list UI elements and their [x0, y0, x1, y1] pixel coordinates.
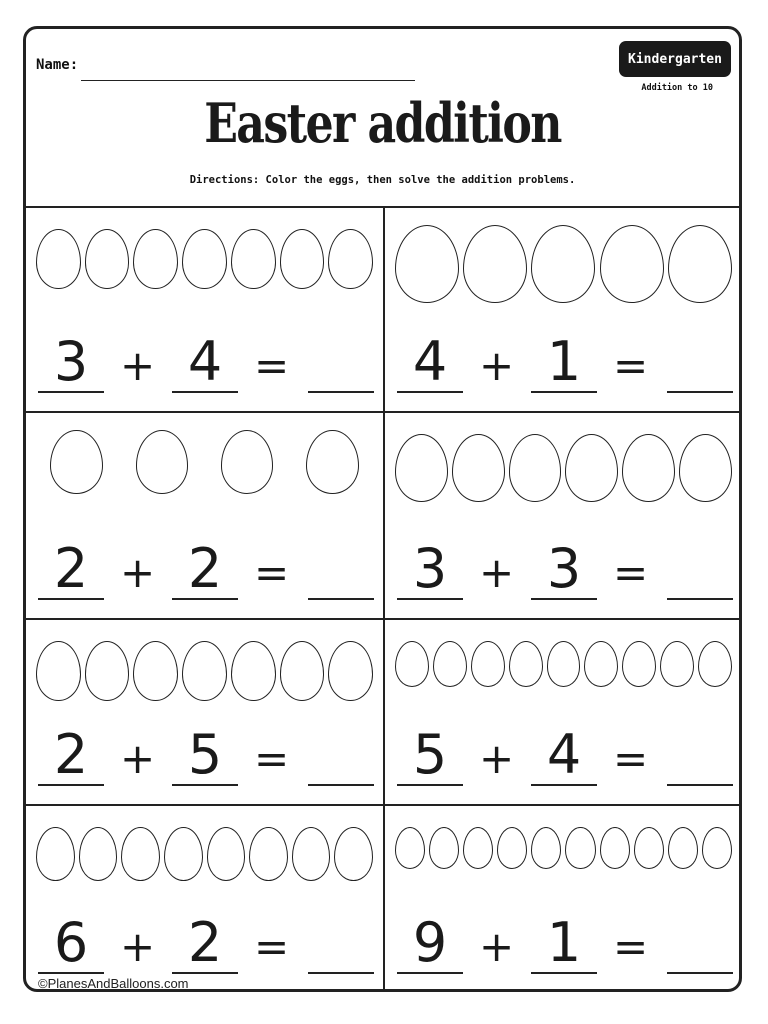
egg-icon[interactable]: [622, 641, 656, 687]
egg-icon[interactable]: [668, 827, 698, 869]
problem-cell: [26, 206, 383, 411]
addend-a: 9: [412, 911, 448, 974]
addition-equation: [385, 536, 742, 606]
addend-a: 2: [53, 723, 89, 786]
addition-equation: [26, 722, 383, 792]
egg-icon[interactable]: [395, 225, 459, 303]
problem-cell: [385, 411, 742, 618]
egg-icon[interactable]: [622, 434, 675, 502]
egg-icon[interactable]: [433, 641, 467, 687]
addend-a-line: [397, 784, 463, 786]
addend-a: 6: [53, 911, 89, 974]
answer-blank[interactable]: [667, 972, 733, 974]
problem-cell: [385, 206, 742, 411]
egg-icon[interactable]: [36, 641, 81, 701]
addition-equation: [26, 910, 383, 980]
addend-a: 4: [412, 330, 448, 393]
egg-icon[interactable]: [660, 641, 694, 687]
addend-b: 2: [187, 537, 223, 600]
equals-sign: =: [254, 548, 290, 597]
egg-icon[interactable]: [133, 229, 178, 289]
addition-equation: [385, 329, 742, 399]
answer-blank[interactable]: [308, 972, 374, 974]
egg-icon[interactable]: [463, 225, 527, 303]
addend-a: 2: [53, 537, 89, 600]
egg-icon[interactable]: [328, 229, 373, 289]
egg-icon[interactable]: [565, 434, 618, 502]
addend-a-line: [38, 784, 104, 786]
problem-grid: [26, 206, 739, 992]
problem-cell: [26, 618, 383, 804]
egg-icon[interactable]: [497, 827, 527, 869]
plus-sign: +: [479, 548, 515, 597]
egg-icon[interactable]: [306, 430, 358, 494]
directions-text: Directions: Color the eggs, then solve the addition problems.: [189, 174, 576, 186]
egg-icon[interactable]: [463, 827, 493, 869]
egg-icon[interactable]: [133, 641, 178, 701]
egg-icon[interactable]: [292, 827, 331, 881]
answer-blank[interactable]: [667, 784, 733, 786]
plus-sign: +: [120, 734, 156, 783]
egg-row: [393, 824, 734, 872]
name-line: [81, 80, 415, 81]
egg-icon[interactable]: [207, 827, 246, 881]
equals-sign: =: [613, 548, 649, 597]
equals-sign: =: [613, 341, 649, 390]
egg-icon[interactable]: [679, 434, 732, 502]
egg-icon[interactable]: [328, 641, 373, 701]
plus-sign: +: [120, 922, 156, 971]
addend-b-line: [172, 784, 238, 786]
egg-row: [393, 222, 734, 306]
egg-icon[interactable]: [395, 827, 425, 869]
egg-icon[interactable]: [634, 827, 664, 869]
addend-a: 3: [412, 537, 448, 600]
egg-icon[interactable]: [182, 641, 227, 701]
equals-sign: =: [613, 734, 649, 783]
egg-icon[interactable]: [85, 229, 130, 289]
addend-b: 2: [187, 911, 223, 974]
name-label: Name:: [36, 57, 79, 73]
egg-icon[interactable]: [600, 827, 630, 869]
worksheet: [23, 26, 742, 992]
plus-sign: +: [479, 341, 515, 390]
egg-icon[interactable]: [395, 434, 448, 502]
equals-sign: =: [613, 922, 649, 971]
egg-icon[interactable]: [698, 641, 732, 687]
worksheet-header: [26, 29, 739, 208]
plus-sign: +: [479, 922, 515, 971]
problem-cell: [26, 804, 383, 992]
addend-a-line: [38, 972, 104, 974]
addend-b: 1: [546, 911, 582, 974]
egg-icon[interactable]: [79, 827, 118, 881]
addend-b: 4: [546, 723, 582, 786]
egg-icon[interactable]: [547, 641, 581, 687]
egg-icon[interactable]: [182, 229, 227, 289]
egg-icon[interactable]: [249, 827, 288, 881]
addition-equation: [26, 536, 383, 606]
egg-row: [34, 427, 375, 497]
addition-equation: [385, 722, 742, 792]
plus-sign: +: [120, 341, 156, 390]
grade-badge: Kindergarten: [619, 41, 731, 77]
addend-b: 4: [187, 330, 223, 393]
addend-b: 3: [546, 537, 582, 600]
egg-row: [34, 226, 375, 292]
problem-cell: [385, 618, 742, 804]
egg-icon[interactable]: [164, 827, 203, 881]
egg-icon[interactable]: [531, 225, 595, 303]
addend-b-line: [531, 598, 597, 600]
page-title: Easter addition: [204, 91, 561, 155]
addition-equation: [385, 910, 742, 980]
egg-row: [393, 638, 734, 690]
addend-a-line: [397, 598, 463, 600]
egg-icon[interactable]: [50, 430, 102, 494]
grade-subtitle: Addition to 10: [641, 83, 713, 93]
egg-icon[interactable]: [600, 225, 664, 303]
addend-a: 3: [53, 330, 89, 393]
addend-a: 5: [412, 723, 448, 786]
addend-a-line: [38, 598, 104, 600]
addend-a-line: [397, 391, 463, 393]
egg-row: [393, 431, 734, 505]
egg-icon[interactable]: [121, 827, 160, 881]
egg-icon[interactable]: [334, 827, 373, 881]
addend-b-line: [531, 391, 597, 393]
egg-icon[interactable]: [221, 430, 273, 494]
equals-sign: =: [254, 922, 290, 971]
egg-icon[interactable]: [231, 641, 276, 701]
addend-b: 5: [187, 723, 223, 786]
egg-icon[interactable]: [509, 641, 543, 687]
problem-cell: [385, 804, 742, 992]
egg-icon[interactable]: [136, 430, 188, 494]
addend-a-line: [397, 972, 463, 974]
answer-blank[interactable]: [308, 391, 374, 393]
problem-cell: [26, 411, 383, 618]
egg-icon[interactable]: [702, 827, 732, 869]
answer-blank[interactable]: [308, 598, 374, 600]
addend-b-line: [172, 598, 238, 600]
egg-icon[interactable]: [584, 641, 618, 687]
egg-row: [34, 824, 375, 884]
egg-icon[interactable]: [429, 827, 459, 869]
addend-b: 1: [546, 330, 582, 393]
egg-icon[interactable]: [471, 641, 505, 687]
egg-icon[interactable]: [395, 641, 429, 687]
egg-icon[interactable]: [668, 225, 732, 303]
addend-b-line: [172, 391, 238, 393]
plus-sign: +: [120, 548, 156, 597]
egg-icon[interactable]: [36, 229, 81, 289]
addend-b-line: [172, 972, 238, 974]
addend-a-line: [38, 391, 104, 393]
copyright-footer: ©PlanesAndBalloons.com: [38, 976, 189, 991]
equals-sign: =: [254, 734, 290, 783]
egg-row: [34, 638, 375, 704]
egg-icon[interactable]: [531, 827, 561, 869]
egg-icon[interactable]: [231, 229, 276, 289]
egg-icon[interactable]: [85, 641, 130, 701]
egg-icon[interactable]: [509, 434, 562, 502]
egg-icon[interactable]: [565, 827, 595, 869]
equals-sign: =: [254, 341, 290, 390]
answer-blank[interactable]: [667, 598, 733, 600]
answer-blank[interactable]: [308, 784, 374, 786]
egg-icon[interactable]: [36, 827, 75, 881]
addend-b-line: [531, 784, 597, 786]
addition-equation: [26, 329, 383, 399]
egg-icon[interactable]: [280, 229, 325, 289]
addend-b-line: [531, 972, 597, 974]
egg-icon[interactable]: [452, 434, 505, 502]
answer-blank[interactable]: [667, 391, 733, 393]
plus-sign: +: [479, 734, 515, 783]
egg-icon[interactable]: [280, 641, 325, 701]
